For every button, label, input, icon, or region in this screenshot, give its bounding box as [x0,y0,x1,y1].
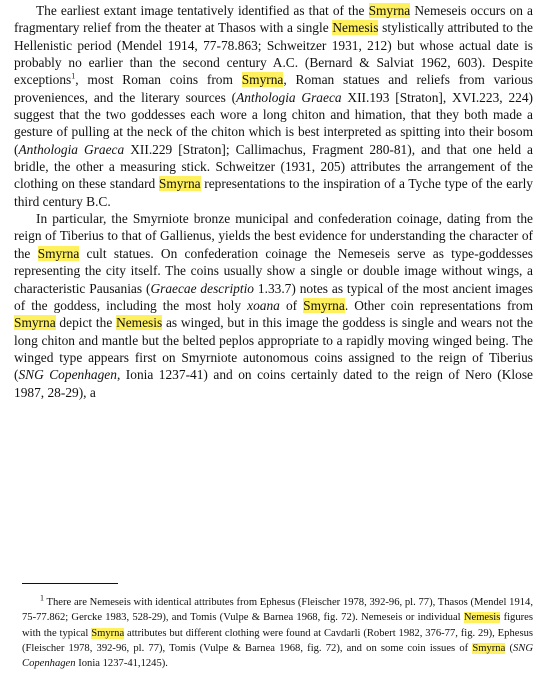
italic-title: Anthologia Graeca [18,141,125,157]
italic-title: xoana [247,297,280,313]
italic-title: SNG Copenhagen [18,367,117,383]
highlighted-term: Smyrna [368,3,411,18]
footnote-marker: 1 [71,71,76,81]
highlighted-term: Smyrna [241,72,284,88]
highlighted-term: Smyrna [472,642,506,654]
highlighted-term: Nemesis [463,612,501,624]
italic-title: SNG Copenhagen [22,642,533,670]
highlighted-term: Nemesis [116,315,163,331]
italic-title: Anthologia Graeca [236,89,342,105]
body-text [14,2,533,401]
highlighted-term: Nemesis [332,20,379,36]
highlighted-term: Smyrna [303,297,345,313]
highlighted-term: Smyrna [91,627,125,639]
highlighted-term: Smyrna [158,176,201,192]
highlighted-term: Smyrna [14,315,56,331]
footnote-marker: 1 [40,593,44,603]
paragraph: In particular, the Smyrniote bronze municipal and confederation coinage, dating from the reign of Tiberius to that of Gallienus, yields the best evidence for understanding the character of the Smyrna cult statues. On confederation coinage the Nemeseis serve as type-goddesses representing the city itself. The coins usually show a single or double image without wings, a characteristic Pausanias (Graecae descriptio 1.33.7) notes as typical of the most ancient images of the goddess, including the most holy xoana of Smyrna. Other coin representations from Smyrna depict the Nemesis as winged, but in this image the goddess is single and wears not the long chiton and mantle but the belted peplos appropriate to a rapidly moving winged being. The winged type appears first on Smyrniote autonomous coins assigned to the reign of Tiberius (SNG Copenhagen, Ionia 1237-41) and on coins certainly dated to the reign of Nero (Klose 1987, 28-29), a [14,211,533,400]
paragraph: The earliest extant image tentatively identified as that of the Smyrna Nemeseis occurs on a fragmentary relief from the theater at Thasos with a single Nemesis stylistically attributed to the Hellenistic period (Mendel 1914, 77-78.863; Schweitzer 1931, 212) but whose actual date is probably no earlier than the second century A.C. (Bernard & Salviat 1962, 603). Despite exceptions$^1$, most Roman coins from Smyrna, Roman statues and reliefs from various proveniences, and the literary sources (Anthologia Graeca XII.193 [Straton], XVI.223, 224) suggest that the two goddesses each wore a long chiton and himation, that they both made a gesture of pulling at the neck of the chiton which is best interpreted as spitting into their bosom (Anthologia Graeca XII.229 [Straton]; Callimachus, Fragment 280-81), and that one held a bridle, the other a measuring stick. Schweitzer (1931, 205) attributes the arrangement of the clothing on these standard Smyrna representations to the inspiration of a Tyche type of the early third century B.C. [14,3,533,209]
footnote-separator [22,583,118,584]
italic-title: Graecae descriptio [150,280,254,296]
highlighted-term: Smyrna [37,245,80,261]
footnote: $^1$ There are Nemeseis with identical attributes from Ephesus (Fleischer 1978, 392-96, pl. 77), Thasos (Mendel 1914, 75-77.862; Gercke 1983, 528-29), and Tomis (Vulpe & Barnea 1968, fig. 72). Nemeseis or individual Nemesis figures with the typical Smyrna attributes but different clothing were found at Cavdarli (Robert 1982, 376-77, fig. 29), Ephesus (Fleischer 1978, 392-96, pl. 77), Tomis (Vulpe & Barnea 1968, fig. 72), and on some coin issues of Smyrna (SNG Copenhagen Ionia 1237-41,1245). [22,593,533,670]
